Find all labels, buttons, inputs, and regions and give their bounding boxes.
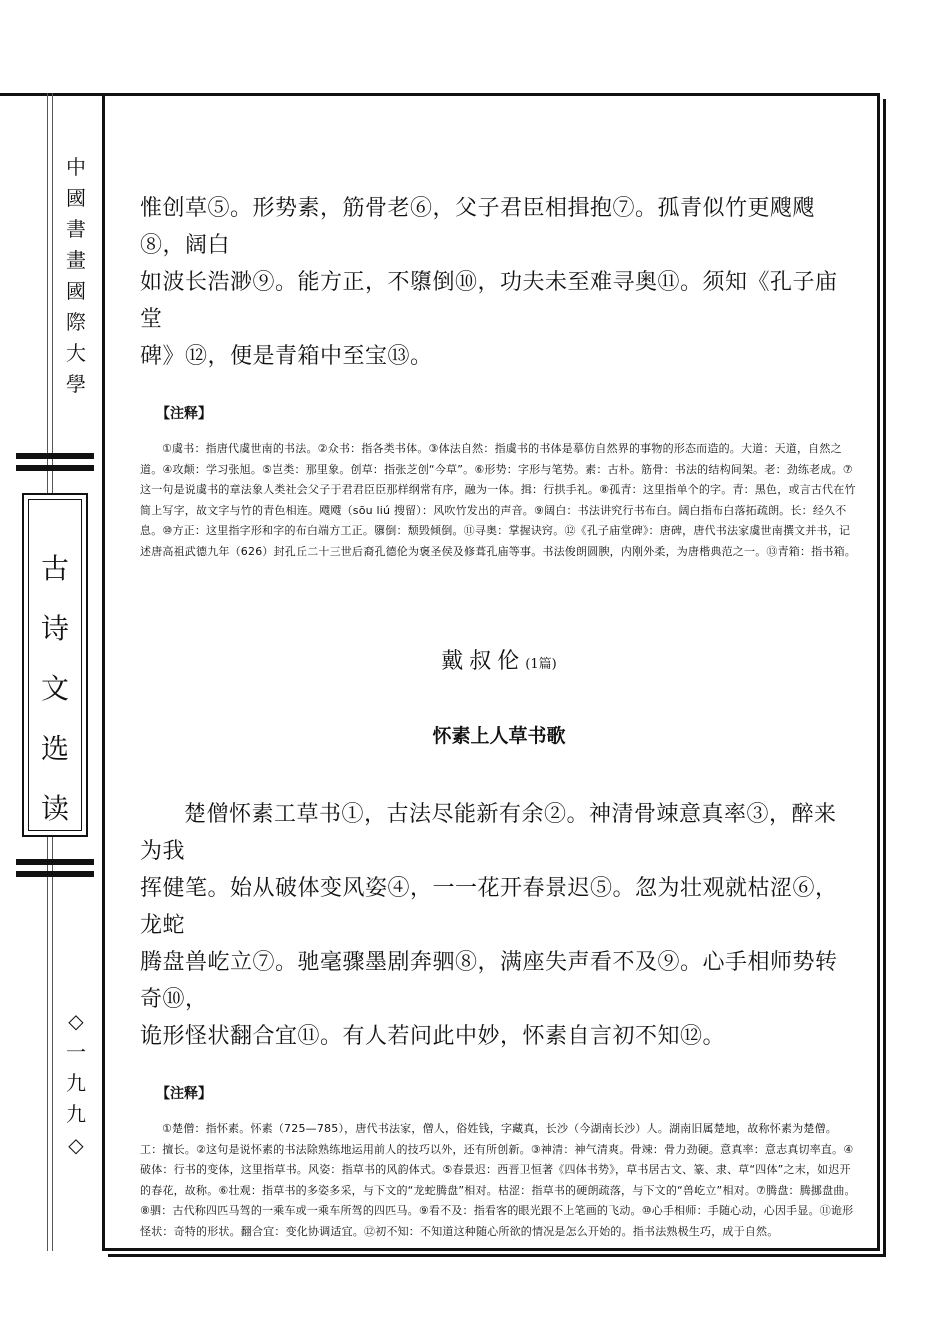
poem-line: 碑》⑫，便是青箱中至宝⑬。 xyxy=(140,344,433,369)
page-number-vertical xyxy=(58,1006,94,1161)
series-char: 書 xyxy=(66,217,86,241)
series-title-vertical xyxy=(58,148,94,404)
series-char: 畫 xyxy=(66,248,86,272)
series-char: 際 xyxy=(66,310,86,334)
notes-heading: 【注释】 xyxy=(156,1086,212,1102)
book-char: 古 xyxy=(40,552,69,585)
book-char: 文 xyxy=(40,672,69,705)
book-char: 诗 xyxy=(40,612,69,645)
author-poem-count: (1篇) xyxy=(525,657,557,672)
book-label-bottom-bar xyxy=(16,859,94,865)
series-char: 國 xyxy=(66,186,86,210)
poem-line: 楚僧怀素工草书①，古法尽能新有余②。神清骨竦意真率③，醉来为我 xyxy=(140,802,837,864)
author-heading xyxy=(140,644,858,675)
poem-line: 如波长浩渺⑨。能方正，不隳倒⑩，功夫未至难寻奥⑪。须知《孔子庙堂 xyxy=(140,270,838,332)
book-label-top-bar-2 xyxy=(16,465,94,471)
book-label-bottom-bar-2 xyxy=(16,871,94,877)
series-char: 大 xyxy=(66,341,86,365)
page-content xyxy=(140,190,858,1242)
series-char: 國 xyxy=(66,279,86,303)
book-char: 读 xyxy=(40,792,69,825)
page-mark: 九 xyxy=(66,1071,86,1095)
book-title-vertical xyxy=(16,539,94,839)
poem-title: 怀素上人草书歌 xyxy=(432,725,566,747)
notes-heading: 【注释】 xyxy=(156,406,212,422)
book-char: 选 xyxy=(40,732,69,765)
author-name: 戴叔伦 xyxy=(441,649,526,674)
page-mark: ◇ xyxy=(68,1009,84,1033)
poem-line: 诡形怪状翻合宜⑪。有人若问此中妙，怀素自言初不知⑫。 xyxy=(140,1024,726,1049)
page-mark: 九 xyxy=(66,1102,86,1126)
notes-text: ①虞书：指唐代虞世南的书法。②众书：指各类书体。③体法自然：指虞书的书体是摹仿自然界的事物的形态而造的。大道：天道，自然之道。④攻颠：学习张旭。⑤岂类：那里象。创草：指张芝创“今草”。⑥形势：字形与笔势。素：古朴。筋骨：书法的结构间架。老：劲练老成。⑦这一句是说虞书的章法象人类社会父子于君君臣臣那样纲常有序，融为一体。揖：行拱手礼。⑧孤青：这里指单个的字。青：黑色，或言古代在竹简上写字，故文字与竹的青色相连。飕飕（sōu liú 搜留）：风吹竹发出的声音。⑨阔白：书法讲究行书布白。阔白指布白落拓疏朗。长：经久不息。⑩方正：这里指字形和字的布白端方工正。隳倒：颓毁倾倒。⑪寻奥：掌握诀窍。⑫《孔子庙堂碑》：唐碑，唐代书法家虞世南撰文并书，记述唐高祖武德九年（626）封孔丘二十三世后裔孔德伦为褒圣侯及修葺孔庙等事。书法俊朗圆腴，内刚外柔，为唐楷典范之一。⑬青箱：指书箱。 xyxy=(140,442,856,558)
series-char: 學 xyxy=(66,372,86,396)
poem-line: 惟创草⑤。形势素，筋骨老⑥，父子君臣相揖抱⑦。孤青似竹更飕飕⑧，阔白 xyxy=(140,196,816,258)
series-char: 中 xyxy=(66,155,86,179)
book-title-label xyxy=(16,453,94,877)
poem-line: 腾盘兽屹立⑦。驰毫骤墨剧奔驷⑧，满座失声看不及⑨。心手相师势转奇⑩， xyxy=(140,950,838,1012)
book-label-top-bar xyxy=(16,453,94,459)
page-mark: 一 xyxy=(66,1040,86,1064)
page-mark: ◇ xyxy=(68,1133,84,1157)
notes-text: ①楚僧：指怀素。怀素（725—785），唐代书法家，僧人，俗姓钱，字藏真，长沙（今湖南长沙）人。湖南旧属楚地，故称怀素为楚僧。工：擅长。②这句是说怀素的书法除熟练地运用前人的技巧以外，还有所创新。③神清：神气清爽。骨竦：骨力劲硬。意真率：意志真切率直。④破体：行书的变体，这里指草书。风姿：指草书的风韵体式。⑤春景迟：西晋卫恒著《四体书势》，草书居古文、篆、隶、草“四体”之末，如迟开的春花，故称。⑥壮观：指草书的多姿多采，与下文的“龙蛇腾盘”相对。枯涩：指草书的硬朗疏落，与下文的“兽屹立”相对。⑦腾盘：腾挪盘曲。⑧驷：古代称四匹马驾的一乘车或一乘车所驾的四匹马。⑨看不及：指看客的眼光跟不上笔画的飞动。⑩心手相师：手随心动，心因手显。⑪诡形怪状：奇特的形状。翻合宜：变化协调适宜。⑫初不知：不知道这种随心所欲的情况是怎么开始的。指书法熟极生巧，成于自然。 xyxy=(140,1122,856,1238)
poem-line: 挥健笔。始从破体变风姿④，一一花开春景迟⑤。忽为壮观就枯涩⑥，龙蛇 xyxy=(140,876,838,938)
